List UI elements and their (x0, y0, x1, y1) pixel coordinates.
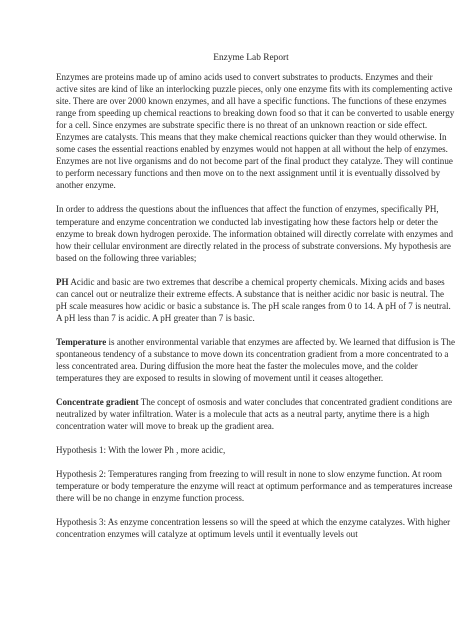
temperature-text: is another environmental variable that enzymes are affected by. We learned that diffusion is The spontaneous tendency of a substance to move down its concentration gradient from a more concentrated to a less concentrated area. During diffusion the more heat the faster the molecules move, and the colder temperatures they are exposed to results in slowing of movement until it ceases altogether. (56, 336, 455, 384)
hypothesis-3: Hypothesis 3: As enzyme concentration lessens so will the speed at which the enzyme catalyzes. With higher concentration enzymes will catalyze at optimum levels until it eventually levels out (56, 517, 451, 540)
hypothesis-1: Hypothesis 1: With the lower Ph , more acidic, (56, 445, 226, 456)
ph-text: Acidic and basic are two extremes that describe a chemical property chemicals. Mixing acids and bases can cancel out or neutralize their extreme effects. A substance that is neither acidic nor basic is neutral. The pH scale measures how acidic or basic a substance is. The pH scale ranges from 0 to 14. A pH of 7 is neutral. A pH less than 7 is acidic. A pH greater than 7 is basic. (56, 276, 451, 323)
document-title: Enzyme Lab Report (213, 53, 289, 63)
hypothesis-2: Hypothesis 2: Temperatures ranging from freezing to will result in none to slow enzyme function. At room temperature or body temperature the enzyme will react at optimum performance and as temperatures increase there will be no change in enzyme function process. (56, 469, 453, 504)
temperature-paragraph (56, 336, 456, 384)
ph-term: PH (56, 276, 69, 287)
concentrate-term: Concentrate gradient (56, 397, 139, 408)
concentrate-text: The concept of osmosis and water concludes that concentrated gradient conditions are neutralized by water infiltration. Water is a molecule that acts as a neutral party, anytime there is a high concentration water will move to break up the gradient area. (56, 397, 453, 432)
temperature-term: Temperature (56, 336, 107, 347)
method-paragraph: In order to address the questions about the influences that affect the function of enzymes, specifically PH, temperature and enzyme concentration we conducted lab investigating how these factors help or deter the enzyme to break down hydrogen peroxide. The information obtained will directly correlate with enzymes and how their cellular environment are directly related in the process of substrate conversions. My hypothesis are based on the following three variables; (56, 204, 454, 263)
concentrate-paragraph (56, 396, 456, 432)
intro-paragraph: Enzymes are proteins made up of amino acids used to convert substrates to products. Enzymes and their active sites are kind of like an interlocking puzzle pieces, only one enzyme fits with its complementing active site. There are over 2000 known enzymes, and all have a specific functions. The functions of these enzymes range from speeding up chemical reactions to breaking down food so that it can be converted to usable energy for a cell. Since enzymes are substrate specific there is no threat of an unknown reaction or side effect. Enzymes are catalysts. This means that they make chemical reactions quicker than they would otherwise. In some cases the essential reactions enabled by enzymes would not happen at all without the help of enzymes. Enzymes are not live organisms and do not become part of the final product they catalyze. They will continue to perform necessary functions and then move on to the next assignment until it is eventually dissolved by another enzyme. (56, 72, 455, 191)
ph-paragraph (56, 276, 456, 324)
